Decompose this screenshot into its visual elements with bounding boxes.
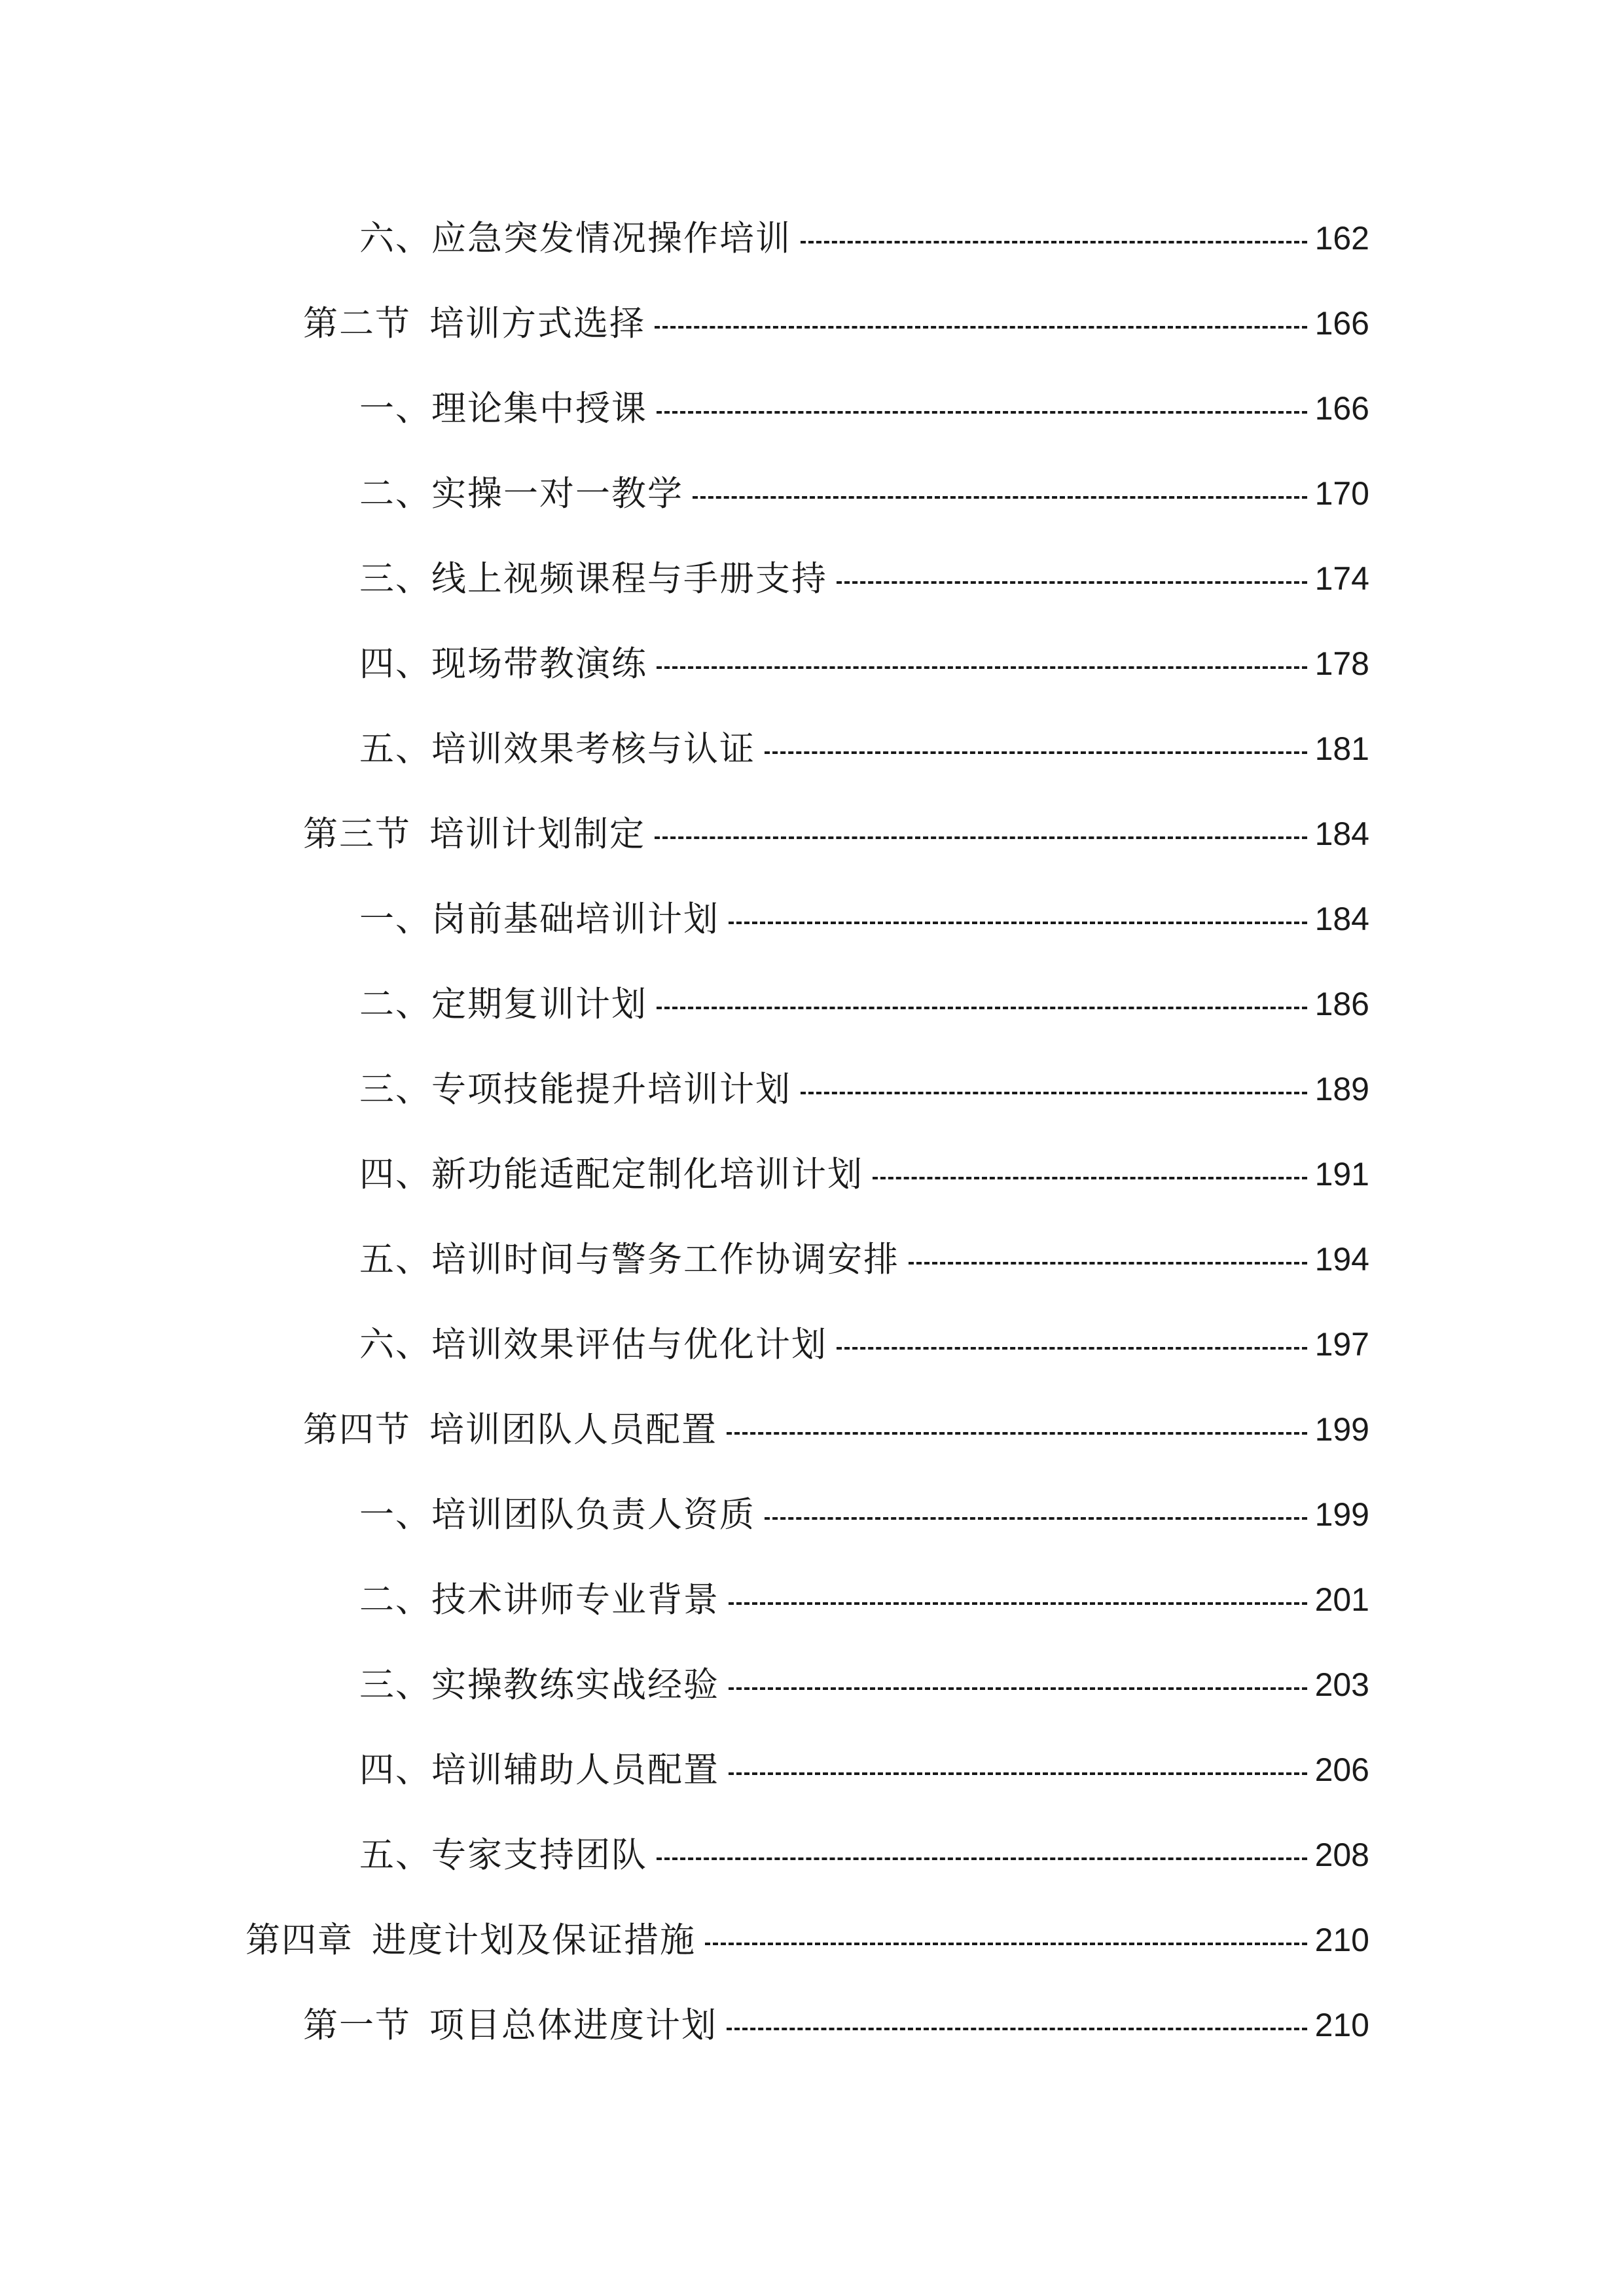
toc-dot-leader <box>657 411 1307 414</box>
toc-page-number: 178 <box>1314 645 1369 682</box>
toc-entry[interactable] <box>359 978 1369 1030</box>
toc-page-number: 210 <box>1314 1922 1369 1958</box>
toc-dot-leader <box>837 581 1307 584</box>
toc-dot-leader <box>693 496 1307 499</box>
toc-dot-leader <box>873 1177 1307 1179</box>
toc-entry-title: 第一节 项目总体进度计划 <box>303 2005 717 2045</box>
toc-entry-title: 三、实操教练实战经验 <box>359 1664 719 1705</box>
toc-page-number: 184 <box>1314 816 1369 852</box>
toc-entry[interactable] <box>359 637 1369 690</box>
toc-entry[interactable] <box>303 297 1369 350</box>
toc-dot-leader <box>655 326 1307 329</box>
toc-entry[interactable] <box>359 1318 1369 1371</box>
toc-entry-title: 一、培训团队负责人资质 <box>359 1494 755 1535</box>
toc-entry-title: 一、理论集中授课 <box>359 388 647 429</box>
toc-page-number: 210 <box>1314 2007 1369 2043</box>
toc-entry-title: 五、专家支持团队 <box>359 1835 647 1875</box>
toc-entry-title: 四、新功能适配定制化培训计划 <box>359 1154 863 1194</box>
toc-entry[interactable] <box>359 1488 1369 1541</box>
toc-entry-title: 四、培训辅助人员配置 <box>359 1749 719 1790</box>
toc-page-number: 199 <box>1314 1411 1369 1448</box>
toc-page-number: 184 <box>1314 901 1369 937</box>
toc-entry[interactable] <box>359 552 1369 605</box>
toc-entry[interactable] <box>359 1659 1369 1711</box>
toc-entry-title: 二、定期复训计划 <box>359 984 647 1024</box>
toc-entry-title: 六、应急突发情况操作培训 <box>359 218 791 259</box>
toc-entry-title: 一、岗前基础培训计划 <box>359 899 719 939</box>
toc-entry-title: 二、实操一对一教学 <box>359 473 683 514</box>
toc-entry[interactable] <box>303 1403 1369 1456</box>
toc-page-number: 208 <box>1314 1837 1369 1873</box>
toc-dot-leader <box>837 1347 1307 1350</box>
toc-entry[interactable] <box>303 808 1369 860</box>
toc-entry[interactable] <box>359 212 1369 264</box>
toc-dot-leader <box>727 1432 1307 1435</box>
toc-page-number: 166 <box>1314 390 1369 427</box>
toc-page-number: 189 <box>1314 1071 1369 1107</box>
toc-entry-title: 第四章 进度计划及保证措施 <box>245 1920 696 1960</box>
toc-entry-title: 三、线上视频课程与手册支持 <box>359 558 827 599</box>
toc-entry[interactable] <box>245 1914 1369 1966</box>
toc-page-number: 191 <box>1314 1156 1369 1193</box>
toc-dot-leader <box>657 1007 1307 1009</box>
toc-dot-leader <box>909 1262 1307 1265</box>
toc-dot-leader <box>655 836 1307 839</box>
toc-entry-title: 第四节 培训团队人员配置 <box>303 1409 717 1450</box>
toc-dot-leader <box>801 1092 1307 1094</box>
toc-dot-leader <box>657 1857 1307 1860</box>
toc-dot-leader <box>801 241 1307 243</box>
toc-entry[interactable] <box>359 467 1369 520</box>
toc-page-number: 201 <box>1314 1581 1369 1618</box>
toc-entry-title: 五、培训效果考核与认证 <box>359 728 755 769</box>
toc-dot-leader <box>765 751 1307 754</box>
toc-page-number: 166 <box>1314 305 1369 342</box>
toc-entry[interactable] <box>359 723 1369 775</box>
toc-dot-leader <box>729 1602 1307 1605</box>
toc-page-number: 203 <box>1314 1666 1369 1703</box>
toc-dot-leader <box>729 922 1307 924</box>
toc-entry-title: 五、培训时间与警务工作协调安排 <box>359 1239 899 1280</box>
toc-page-number: 174 <box>1314 560 1369 597</box>
toc-entry-title: 二、技术讲师专业背景 <box>359 1579 719 1620</box>
toc-entry[interactable] <box>359 1063 1369 1115</box>
toc-entry[interactable] <box>303 1999 1369 2051</box>
toc-dot-leader <box>729 1687 1307 1690</box>
toc-page-number: 186 <box>1314 986 1369 1022</box>
toc-page-number: 199 <box>1314 1496 1369 1533</box>
toc-page-number: 170 <box>1314 475 1369 512</box>
toc-entry-title: 第三节 培训计划制定 <box>303 814 645 854</box>
toc-page-number: 197 <box>1314 1326 1369 1363</box>
toc-entry-title: 四、现场带教演练 <box>359 643 647 684</box>
toc-entry-title: 三、专项技能提升培训计划 <box>359 1069 791 1109</box>
toc-dot-leader <box>705 1943 1307 1945</box>
toc-entry[interactable] <box>359 1744 1369 1796</box>
toc-page-number: 162 <box>1314 220 1369 257</box>
toc-dot-leader <box>727 2028 1307 2030</box>
toc-entry-title: 第二节 培训方式选择 <box>303 303 645 344</box>
toc-entry[interactable] <box>359 1148 1369 1200</box>
toc-entry-title: 六、培训效果评估与优化计划 <box>359 1324 827 1365</box>
toc-entry[interactable] <box>359 893 1369 945</box>
toc-page-number: 181 <box>1314 730 1369 767</box>
toc-dot-leader <box>657 666 1307 669</box>
toc-page-number: 206 <box>1314 1751 1369 1788</box>
toc-entry[interactable] <box>359 1573 1369 1626</box>
toc-dot-leader <box>729 1772 1307 1775</box>
toc-page-number: 194 <box>1314 1241 1369 1278</box>
toc-entry[interactable] <box>359 1233 1369 1285</box>
toc-dot-leader <box>765 1517 1307 1520</box>
toc-entry[interactable] <box>359 1829 1369 1881</box>
toc-entry[interactable] <box>359 382 1369 435</box>
